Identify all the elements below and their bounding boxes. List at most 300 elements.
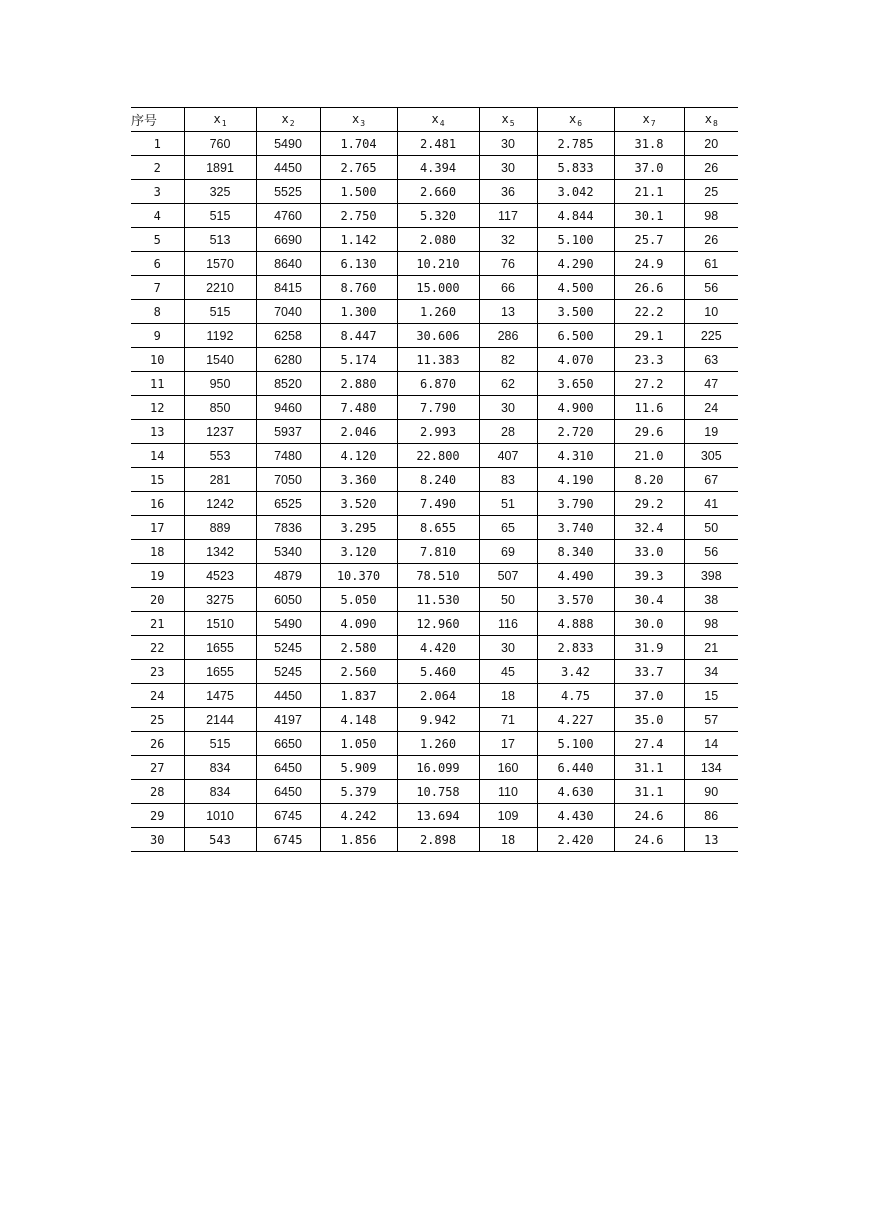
table-cell: 6280 xyxy=(256,348,320,372)
row-index-cell: 27 xyxy=(131,756,184,780)
table-cell: 4.630 xyxy=(537,780,614,804)
table-cell: 32 xyxy=(479,228,537,252)
row-index-cell: 9 xyxy=(131,324,184,348)
table-cell: 950 xyxy=(184,372,256,396)
data-table xyxy=(131,107,738,852)
column-header-x6 xyxy=(537,108,614,132)
table-cell: 6745 xyxy=(256,804,320,828)
table-cell: 25.7 xyxy=(614,228,684,252)
column-header-subscript: 2 xyxy=(289,118,295,128)
table-cell: 4.227 xyxy=(537,708,614,732)
table-cell: 1010 xyxy=(184,804,256,828)
table-cell: 8520 xyxy=(256,372,320,396)
table-cell: 9460 xyxy=(256,396,320,420)
column-header-base: x xyxy=(568,111,577,126)
table-cell: 39.3 xyxy=(614,564,684,588)
table-cell: 4.844 xyxy=(537,204,614,228)
table-cell: 281 xyxy=(184,468,256,492)
table-row xyxy=(131,324,738,348)
table-cell: 4523 xyxy=(184,564,256,588)
table-cell: 2.720 xyxy=(537,420,614,444)
table-cell: 3.570 xyxy=(537,588,614,612)
table-row xyxy=(131,228,738,252)
table-cell: 29.6 xyxy=(614,420,684,444)
row-index-cell: 4 xyxy=(131,204,184,228)
table-cell: 13.694 xyxy=(397,804,479,828)
table-cell: 160 xyxy=(479,756,537,780)
table-cell: 4.394 xyxy=(397,156,479,180)
table-cell: 61 xyxy=(684,252,738,276)
table-cell: 7.810 xyxy=(397,540,479,564)
row-index-cell: 17 xyxy=(131,516,184,540)
table-cell: 1.500 xyxy=(320,180,397,204)
table-cell: 2144 xyxy=(184,708,256,732)
table-cell: 10 xyxy=(684,300,738,324)
table-cell: 47 xyxy=(684,372,738,396)
row-index-cell: 25 xyxy=(131,708,184,732)
table-cell: 31.8 xyxy=(614,132,684,156)
table-body xyxy=(131,132,738,852)
table-cell: 21 xyxy=(684,636,738,660)
row-index-cell: 14 xyxy=(131,444,184,468)
table-cell: 33.0 xyxy=(614,540,684,564)
table-cell: 1.300 xyxy=(320,300,397,324)
table-cell: 6650 xyxy=(256,732,320,756)
table-cell: 110 xyxy=(479,780,537,804)
table-cell: 834 xyxy=(184,756,256,780)
table-cell: 5525 xyxy=(256,180,320,204)
table-cell: 25 xyxy=(684,180,738,204)
table-cell: 13 xyxy=(479,300,537,324)
table-cell: 1.260 xyxy=(397,300,479,324)
table-cell: 26 xyxy=(684,156,738,180)
table-cell: 6.870 xyxy=(397,372,479,396)
table-cell: 28 xyxy=(479,420,537,444)
table-row xyxy=(131,612,738,636)
table-cell: 83 xyxy=(479,468,537,492)
table-row xyxy=(131,468,738,492)
table-cell: 1475 xyxy=(184,684,256,708)
table-cell: 8.240 xyxy=(397,468,479,492)
table-cell: 8640 xyxy=(256,252,320,276)
column-header-subscript: 7 xyxy=(650,118,656,128)
table-cell: 69 xyxy=(479,540,537,564)
table-cell: 5.379 xyxy=(320,780,397,804)
row-index-cell: 11 xyxy=(131,372,184,396)
row-index-cell: 13 xyxy=(131,420,184,444)
table-cell: 29.2 xyxy=(614,492,684,516)
table-cell: 31.1 xyxy=(614,780,684,804)
table-cell: 5.050 xyxy=(320,588,397,612)
table-cell: 3.740 xyxy=(537,516,614,540)
table-cell: 22.800 xyxy=(397,444,479,468)
table-cell: 3.520 xyxy=(320,492,397,516)
table-cell: 30.0 xyxy=(614,612,684,636)
table-cell: 286 xyxy=(479,324,537,348)
table-cell: 98 xyxy=(684,612,738,636)
table-cell: 1.837 xyxy=(320,684,397,708)
table-cell: 5.833 xyxy=(537,156,614,180)
table-row xyxy=(131,372,738,396)
table-cell: 22.2 xyxy=(614,300,684,324)
table-cell: 41 xyxy=(684,492,738,516)
table-cell: 305 xyxy=(684,444,738,468)
table-cell: 513 xyxy=(184,228,256,252)
table-cell: 7040 xyxy=(256,300,320,324)
table-cell: 78.510 xyxy=(397,564,479,588)
table-row xyxy=(131,276,738,300)
column-header-subscript: 1 xyxy=(221,118,227,128)
table-cell: 2.750 xyxy=(320,204,397,228)
table-cell: 50 xyxy=(684,516,738,540)
table-cell: 24 xyxy=(684,396,738,420)
table-cell: 4.070 xyxy=(537,348,614,372)
table-cell: 3.790 xyxy=(537,492,614,516)
table-cell: 50 xyxy=(479,588,537,612)
table-cell: 2.580 xyxy=(320,636,397,660)
table-cell: 5.320 xyxy=(397,204,479,228)
table-row xyxy=(131,516,738,540)
table-row xyxy=(131,420,738,444)
table-cell: 850 xyxy=(184,396,256,420)
table-cell: 6450 xyxy=(256,756,320,780)
row-index-cell: 7 xyxy=(131,276,184,300)
index-column-header: 序号 xyxy=(131,108,184,132)
column-header-subscript: 4 xyxy=(439,118,445,128)
row-index-cell: 1 xyxy=(131,132,184,156)
table-cell: 30.1 xyxy=(614,204,684,228)
table-cell: 4197 xyxy=(256,708,320,732)
table-cell: 37.0 xyxy=(614,684,684,708)
table-cell: 543 xyxy=(184,828,256,852)
table-row xyxy=(131,252,738,276)
row-index-cell: 6 xyxy=(131,252,184,276)
table-cell: 1510 xyxy=(184,612,256,636)
row-index-cell: 8 xyxy=(131,300,184,324)
table-cell: 507 xyxy=(479,564,537,588)
table-cell: 56 xyxy=(684,540,738,564)
table-cell: 16.099 xyxy=(397,756,479,780)
table-cell: 515 xyxy=(184,204,256,228)
row-index-cell: 18 xyxy=(131,540,184,564)
table-cell: 6.130 xyxy=(320,252,397,276)
table-row xyxy=(131,300,738,324)
table-cell: 5490 xyxy=(256,612,320,636)
table-cell: 2.560 xyxy=(320,660,397,684)
table-cell: 3.360 xyxy=(320,468,397,492)
table-cell: 18 xyxy=(479,684,537,708)
table-cell: 134 xyxy=(684,756,738,780)
table-cell: 30 xyxy=(479,636,537,660)
table-cell: 11.6 xyxy=(614,396,684,420)
row-index-cell: 24 xyxy=(131,684,184,708)
table-cell: 4.148 xyxy=(320,708,397,732)
column-header-subscript: 6 xyxy=(577,118,583,128)
column-header-x5 xyxy=(479,108,537,132)
table-cell: 889 xyxy=(184,516,256,540)
table-cell: 4.430 xyxy=(537,804,614,828)
table-cell: 31.1 xyxy=(614,756,684,780)
table-cell: 11.383 xyxy=(397,348,479,372)
table-row xyxy=(131,636,738,660)
row-index-cell: 10 xyxy=(131,348,184,372)
table-cell: 2.785 xyxy=(537,132,614,156)
table-cell: 26.6 xyxy=(614,276,684,300)
table-cell: 4.290 xyxy=(537,252,614,276)
table-cell: 36 xyxy=(479,180,537,204)
table-cell: 4.310 xyxy=(537,444,614,468)
table-cell: 553 xyxy=(184,444,256,468)
table-row xyxy=(131,444,738,468)
table-cell: 4879 xyxy=(256,564,320,588)
table-cell: 6258 xyxy=(256,324,320,348)
row-index-cell: 28 xyxy=(131,780,184,804)
table-cell: 2.420 xyxy=(537,828,614,852)
table-cell: 45 xyxy=(479,660,537,684)
table-cell: 38 xyxy=(684,588,738,612)
table-cell: 4.090 xyxy=(320,612,397,636)
table-cell: 15 xyxy=(684,684,738,708)
table-cell: 24.6 xyxy=(614,804,684,828)
table-cell: 1342 xyxy=(184,540,256,564)
table-cell: 2.880 xyxy=(320,372,397,396)
table-cell: 5.174 xyxy=(320,348,397,372)
table-cell: 1.260 xyxy=(397,732,479,756)
table-row xyxy=(131,348,738,372)
table-cell: 17 xyxy=(479,732,537,756)
table-cell: 21.0 xyxy=(614,444,684,468)
table-cell: 24.6 xyxy=(614,828,684,852)
table-cell: 34 xyxy=(684,660,738,684)
table-cell: 7.790 xyxy=(397,396,479,420)
table-cell: 51 xyxy=(479,492,537,516)
table-cell: 27.2 xyxy=(614,372,684,396)
table-cell: 1.050 xyxy=(320,732,397,756)
column-header-base: x xyxy=(501,111,509,126)
table-cell: 1192 xyxy=(184,324,256,348)
table-cell: 4.888 xyxy=(537,612,614,636)
table-cell: 2.481 xyxy=(397,132,479,156)
table-cell: 325 xyxy=(184,180,256,204)
table-cell: 109 xyxy=(479,804,537,828)
table-cell: 67 xyxy=(684,468,738,492)
column-header-subscript: 5 xyxy=(509,118,515,128)
table-cell: 2.660 xyxy=(397,180,479,204)
table-row xyxy=(131,828,738,852)
table-cell: 116 xyxy=(479,612,537,636)
table-cell: 5.909 xyxy=(320,756,397,780)
column-header-subscript: 3 xyxy=(360,118,366,128)
table-cell: 834 xyxy=(184,780,256,804)
table-cell: 8.340 xyxy=(537,540,614,564)
table-cell: 6450 xyxy=(256,780,320,804)
column-header-x2 xyxy=(256,108,320,132)
table-cell: 6.500 xyxy=(537,324,614,348)
table-cell: 2.898 xyxy=(397,828,479,852)
table-cell: 2.993 xyxy=(397,420,479,444)
table-cell: 1237 xyxy=(184,420,256,444)
table-row xyxy=(131,564,738,588)
table-cell: 1.856 xyxy=(320,828,397,852)
table-cell: 760 xyxy=(184,132,256,156)
table-cell: 62 xyxy=(479,372,537,396)
table-cell: 19 xyxy=(684,420,738,444)
table-cell: 4.190 xyxy=(537,468,614,492)
table-cell: 65 xyxy=(479,516,537,540)
table-cell: 2.765 xyxy=(320,156,397,180)
table-cell: 2.046 xyxy=(320,420,397,444)
column-header-base: x xyxy=(704,111,712,126)
table-row xyxy=(131,540,738,564)
table-cell: 5340 xyxy=(256,540,320,564)
table-header-row xyxy=(131,108,738,132)
table-cell: 33.7 xyxy=(614,660,684,684)
table-cell: 4.420 xyxy=(397,636,479,660)
table-cell: 9.942 xyxy=(397,708,479,732)
column-header-base: x xyxy=(642,111,650,126)
table-cell: 4.242 xyxy=(320,804,397,828)
table-row xyxy=(131,180,738,204)
table-cell: 31.9 xyxy=(614,636,684,660)
table-cell: 5490 xyxy=(256,132,320,156)
table-row xyxy=(131,684,738,708)
table-cell: 1242 xyxy=(184,492,256,516)
table-cell: 8.20 xyxy=(614,468,684,492)
table-cell: 1570 xyxy=(184,252,256,276)
row-index-cell: 21 xyxy=(131,612,184,636)
table-row xyxy=(131,588,738,612)
table-cell: 3.500 xyxy=(537,300,614,324)
table-cell: 515 xyxy=(184,300,256,324)
table-cell: 18 xyxy=(479,828,537,852)
table-cell: 3.295 xyxy=(320,516,397,540)
table-cell: 90 xyxy=(684,780,738,804)
table-cell: 4.120 xyxy=(320,444,397,468)
table-cell: 98 xyxy=(684,204,738,228)
table-cell: 7.490 xyxy=(397,492,479,516)
table-cell: 20 xyxy=(684,132,738,156)
column-header-x7 xyxy=(614,108,684,132)
table-cell: 1.704 xyxy=(320,132,397,156)
table-cell: 6.440 xyxy=(537,756,614,780)
row-index-cell: 16 xyxy=(131,492,184,516)
table-cell: 117 xyxy=(479,204,537,228)
table-cell: 2.833 xyxy=(537,636,614,660)
table-cell: 8.447 xyxy=(320,324,397,348)
table-cell: 7480 xyxy=(256,444,320,468)
table-cell: 30 xyxy=(479,132,537,156)
table-cell: 3.42 xyxy=(537,660,614,684)
table-cell: 24.9 xyxy=(614,252,684,276)
table-cell: 15.000 xyxy=(397,276,479,300)
table-cell: 12.960 xyxy=(397,612,479,636)
table-row xyxy=(131,204,738,228)
table-cell: 1655 xyxy=(184,660,256,684)
row-index-cell: 3 xyxy=(131,180,184,204)
table-cell: 10.210 xyxy=(397,252,479,276)
table-cell: 6050 xyxy=(256,588,320,612)
table-cell: 7836 xyxy=(256,516,320,540)
table-cell: 5937 xyxy=(256,420,320,444)
table-cell: 30 xyxy=(479,396,537,420)
table-cell: 63 xyxy=(684,348,738,372)
table-cell: 5.100 xyxy=(537,228,614,252)
table-cell: 32.4 xyxy=(614,516,684,540)
table-cell: 27.4 xyxy=(614,732,684,756)
table-row xyxy=(131,132,738,156)
table-cell: 56 xyxy=(684,276,738,300)
table-cell: 4450 xyxy=(256,156,320,180)
row-index-cell: 19 xyxy=(131,564,184,588)
table-cell: 1655 xyxy=(184,636,256,660)
table-cell: 30.4 xyxy=(614,588,684,612)
column-header-base: x xyxy=(351,111,360,126)
table-cell: 71 xyxy=(479,708,537,732)
table-cell: 1540 xyxy=(184,348,256,372)
table-cell: 1.142 xyxy=(320,228,397,252)
table-row xyxy=(131,756,738,780)
table-cell: 10.758 xyxy=(397,780,479,804)
table-cell: 4.490 xyxy=(537,564,614,588)
table-cell: 10.370 xyxy=(320,564,397,588)
column-header-subscript: 8 xyxy=(712,118,718,128)
table-cell: 4.900 xyxy=(537,396,614,420)
table-cell: 2210 xyxy=(184,276,256,300)
table-cell: 4760 xyxy=(256,204,320,228)
table-cell: 225 xyxy=(684,324,738,348)
row-index-cell: 12 xyxy=(131,396,184,420)
table-cell: 3275 xyxy=(184,588,256,612)
table-cell: 13 xyxy=(684,828,738,852)
table-cell: 29.1 xyxy=(614,324,684,348)
table-cell: 30.606 xyxy=(397,324,479,348)
table-cell: 7.480 xyxy=(320,396,397,420)
table-cell: 86 xyxy=(684,804,738,828)
table-row xyxy=(131,732,738,756)
column-header-base: x xyxy=(431,111,439,126)
row-index-cell: 15 xyxy=(131,468,184,492)
table-cell: 6690 xyxy=(256,228,320,252)
table-cell: 5.100 xyxy=(537,732,614,756)
table-cell: 407 xyxy=(479,444,537,468)
table-cell: 57 xyxy=(684,708,738,732)
table-cell: 5245 xyxy=(256,660,320,684)
table-cell: 7050 xyxy=(256,468,320,492)
row-index-cell: 20 xyxy=(131,588,184,612)
table-row xyxy=(131,492,738,516)
table-cell: 2.080 xyxy=(397,228,479,252)
table-cell: 21.1 xyxy=(614,180,684,204)
table-cell: 6525 xyxy=(256,492,320,516)
table-cell: 5245 xyxy=(256,636,320,660)
row-index-cell: 5 xyxy=(131,228,184,252)
table-cell: 30 xyxy=(479,156,537,180)
table-cell: 398 xyxy=(684,564,738,588)
row-index-cell: 30 xyxy=(131,828,184,852)
table-cell: 11.530 xyxy=(397,588,479,612)
table-cell: 14 xyxy=(684,732,738,756)
table-cell: 4450 xyxy=(256,684,320,708)
table-cell: 26 xyxy=(684,228,738,252)
row-index-cell: 2 xyxy=(131,156,184,180)
table-row xyxy=(131,156,738,180)
table-cell: 3.042 xyxy=(537,180,614,204)
table-cell: 35.0 xyxy=(614,708,684,732)
table-cell: 82 xyxy=(479,348,537,372)
table-cell: 8415 xyxy=(256,276,320,300)
table-row xyxy=(131,396,738,420)
table-cell: 6745 xyxy=(256,828,320,852)
